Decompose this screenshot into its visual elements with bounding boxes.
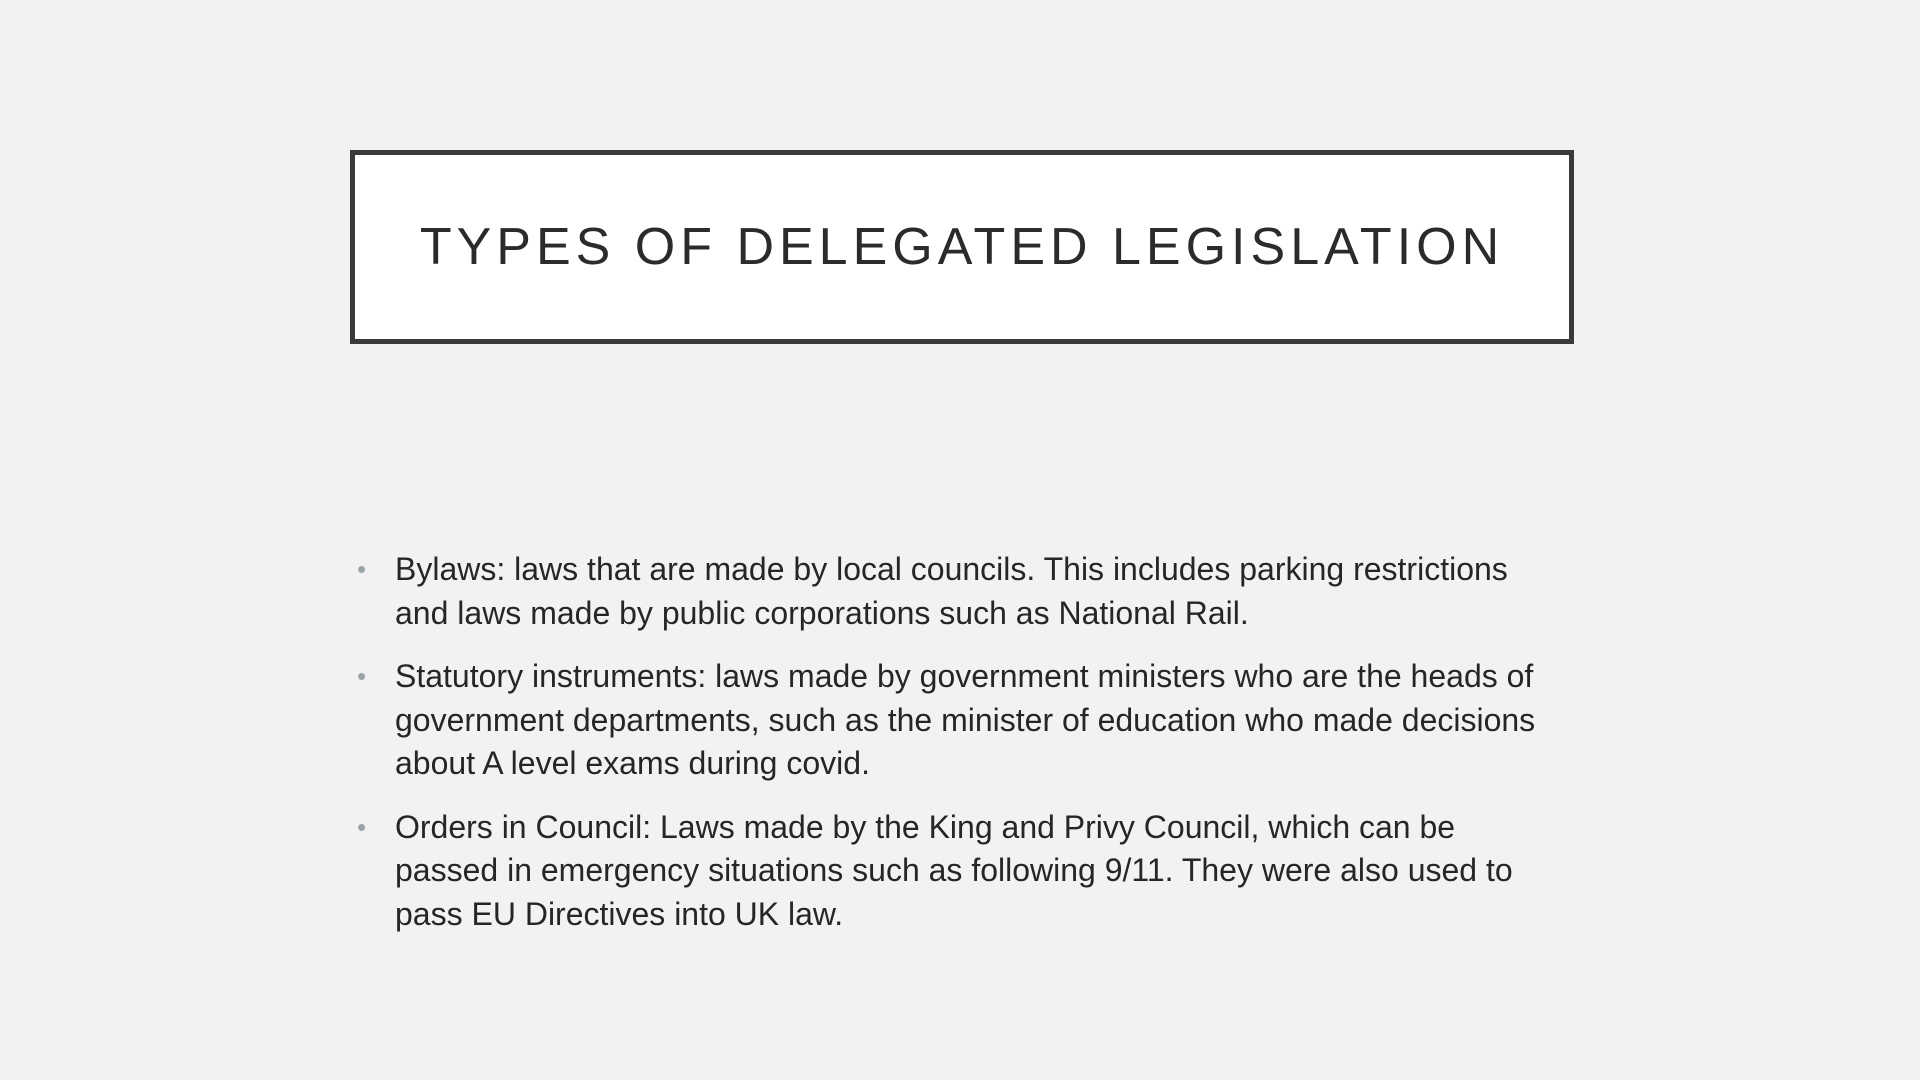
bullet-marker: • xyxy=(357,811,367,842)
slide-title: TYPES OF DELEGATED LEGISLATION xyxy=(419,218,1505,276)
bullet-marker: • xyxy=(357,554,367,584)
bullet-item-bylaws xyxy=(355,548,1555,635)
title-box xyxy=(350,150,1574,344)
bullet-item-statutory-instruments xyxy=(355,655,1555,786)
bullet-marker: • xyxy=(357,661,367,691)
bullet-item-orders-in-council xyxy=(355,806,1555,937)
bullet-text: Bylaws: laws that are made by local councils. This includes parking restrictions and laws made by public corporations such as National Rail. xyxy=(395,551,1508,631)
bullet-text: Orders in Council: Laws made by the King and Privy Council, which can be passed in emergency situations such as following 9/11. They were also used to pass EU Directives into UK law. xyxy=(395,808,1513,932)
bullet-list xyxy=(355,548,1555,956)
bullet-text: Statutory instruments: laws made by government ministers who are the heads of government departments, such as the minister of education who made decisions about A level exams during covid. xyxy=(395,658,1536,781)
